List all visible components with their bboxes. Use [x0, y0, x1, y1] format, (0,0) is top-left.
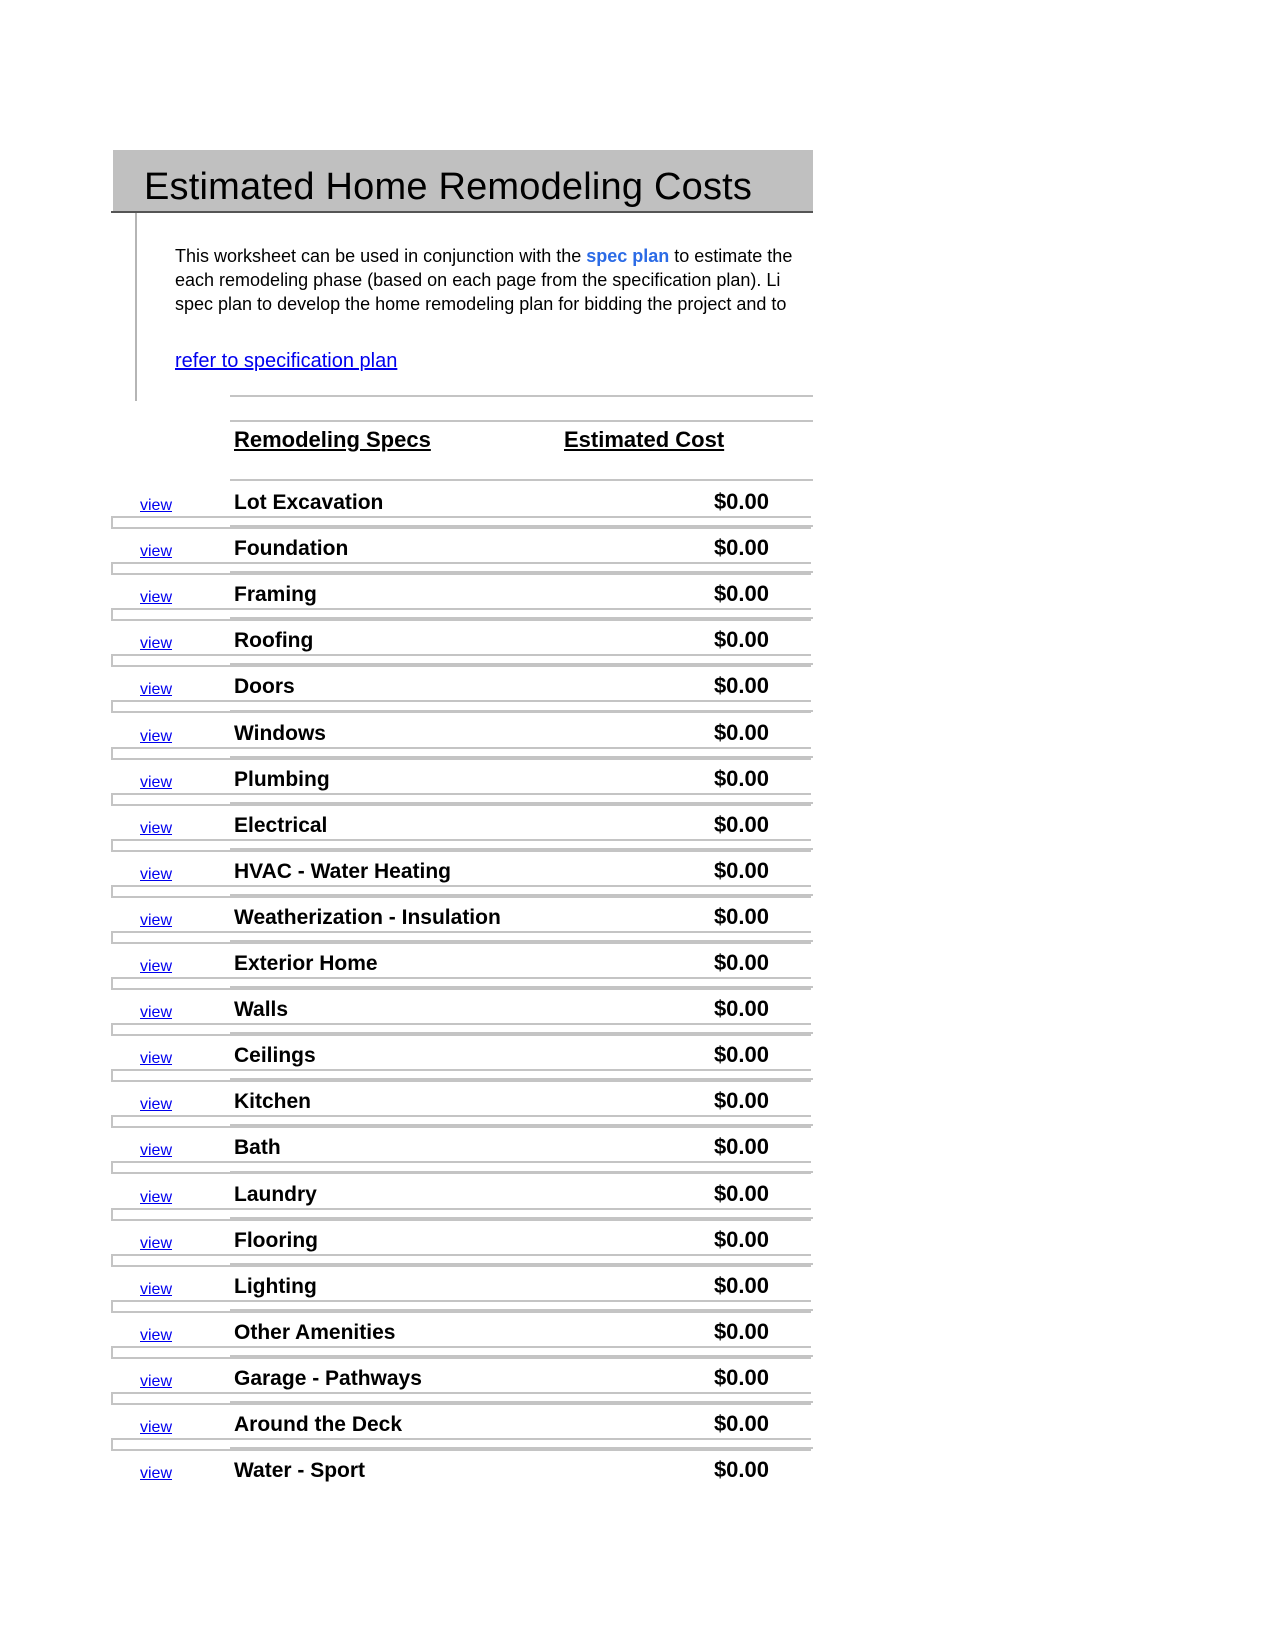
estimated-cost-value: $0.00 — [713, 766, 769, 791]
spec-label: Other Amenities — [234, 1321, 396, 1344]
row-top-rule — [230, 1401, 813, 1403]
estimated-cost-value: $0.00 — [713, 673, 769, 698]
row-separator — [111, 793, 811, 806]
spec-label: Flooring — [234, 1229, 318, 1252]
row-separator — [111, 977, 811, 990]
spec-label: Foundation — [234, 537, 349, 560]
row-top-rule — [230, 1032, 813, 1034]
spec-label: Walls — [234, 998, 289, 1021]
view-link[interactable]: view — [140, 1189, 173, 1206]
page-title: Estimated Home Remodeling Costs — [144, 166, 753, 208]
view-link[interactable]: view — [140, 1465, 173, 1482]
view-link[interactable]: view — [140, 1096, 173, 1113]
intro-line-2: each remodeling phase (based on each page from the specification plan). Li — [175, 270, 781, 290]
estimated-cost-value: $0.00 — [713, 1457, 769, 1482]
view-link[interactable]: view — [140, 1281, 173, 1298]
estimated-cost-value: $0.00 — [713, 1319, 769, 1344]
view-link[interactable]: view — [140, 820, 173, 837]
row-separator — [111, 1023, 811, 1036]
spec-label: Lighting — [234, 1275, 317, 1298]
row-separator — [111, 516, 811, 529]
spec-label: Kitchen — [234, 1090, 312, 1113]
row-top-rule — [230, 1078, 813, 1080]
estimated-cost-value: $0.00 — [713, 812, 769, 837]
view-link[interactable]: view — [140, 912, 173, 929]
spec-label: Bath — [234, 1136, 281, 1159]
row-top-rule — [230, 756, 813, 758]
row-separator — [111, 1069, 811, 1082]
refer-to-specification-plan-link[interactable]: refer to specification plan — [175, 350, 398, 372]
spec-label: Ceilings — [234, 1044, 316, 1067]
intro-text-1b: to estimate the — [669, 246, 793, 266]
view-link[interactable]: view — [140, 958, 173, 975]
row-separator — [111, 885, 811, 898]
estimated-cost-value: $0.00 — [713, 858, 769, 883]
row-top-rule — [230, 894, 813, 896]
estimated-cost-value: $0.00 — [713, 489, 769, 514]
row-separator — [111, 747, 811, 760]
estimated-cost-value: $0.00 — [713, 1134, 769, 1159]
estimated-cost-value: $0.00 — [713, 1227, 769, 1252]
spec-label: Plumbing — [234, 768, 330, 791]
row-top-rule — [230, 802, 813, 804]
row-top-rule — [230, 848, 813, 850]
view-link[interactable]: view — [140, 1327, 173, 1344]
spec-label: HVAC - Water Heating — [234, 860, 452, 883]
intro-text-1: This worksheet can be used in conjunction with the — [175, 246, 587, 266]
spec-label: Framing — [234, 583, 317, 606]
row-top-rule — [230, 940, 813, 942]
view-link[interactable]: view — [140, 543, 173, 560]
row-top-rule — [230, 479, 813, 481]
estimated-cost-value: $0.00 — [713, 1411, 769, 1436]
estimated-cost-value: $0.00 — [713, 1181, 769, 1206]
estimated-cost-value: $0.00 — [713, 1273, 769, 1298]
view-link[interactable]: view — [140, 1142, 173, 1159]
estimated-cost-value: $0.00 — [713, 581, 769, 606]
row-separator — [111, 931, 811, 944]
view-link[interactable]: view — [140, 774, 173, 791]
row-top-rule — [230, 663, 813, 665]
view-link[interactable]: view — [140, 728, 173, 745]
estimated-cost-value: $0.00 — [713, 627, 769, 652]
view-link[interactable]: view — [140, 635, 173, 652]
spec-label: Laundry — [234, 1183, 317, 1206]
estimated-cost-value: $0.00 — [713, 904, 769, 929]
row-top-rule — [230, 1355, 813, 1357]
view-link[interactable]: view — [140, 589, 173, 606]
row-separator — [111, 1254, 811, 1267]
spec-label: Exterior Home — [234, 952, 378, 975]
row-separator — [111, 1115, 811, 1128]
row-top-rule — [230, 571, 813, 573]
view-link[interactable]: view — [140, 681, 173, 698]
row-top-rule — [230, 986, 813, 988]
view-link[interactable]: view — [140, 1373, 173, 1390]
spec-label: Roofing — [234, 629, 314, 652]
header-rule — [230, 420, 813, 422]
estimated-cost-value: $0.00 — [713, 1365, 769, 1390]
row-separator — [111, 562, 811, 575]
row-top-rule — [230, 617, 813, 619]
view-link[interactable]: view — [140, 1004, 173, 1021]
row-top-rule — [230, 1124, 813, 1126]
estimated-cost-header: Estimated Cost — [564, 427, 725, 452]
view-link[interactable]: view — [140, 1419, 173, 1436]
row-separator — [111, 1346, 811, 1359]
intro-paragraph — [175, 244, 813, 316]
row-top-rule — [230, 710, 813, 712]
row-top-rule — [230, 525, 813, 527]
intro-line-3: spec plan to develop the home remodeling plan for bidding the project and to — [175, 294, 787, 314]
row-top-rule — [230, 1263, 813, 1265]
spec-plan-link[interactable]: spec plan — [586, 246, 670, 266]
estimated-cost-value: $0.00 — [713, 535, 769, 560]
spec-label: Lot Excavation — [234, 491, 384, 514]
spec-label: Water - Sport — [234, 1459, 366, 1482]
view-link[interactable]: view — [140, 1235, 173, 1252]
estimated-cost-value: $0.00 — [713, 950, 769, 975]
header-top-rule — [230, 395, 813, 397]
row-separator — [111, 608, 811, 621]
row-separator — [111, 1392, 811, 1405]
estimated-cost-value: $0.00 — [713, 1042, 769, 1067]
view-link[interactable]: view — [140, 866, 173, 883]
spec-label: Electrical — [234, 814, 328, 837]
row-separator — [111, 839, 811, 852]
row-top-rule — [230, 1447, 813, 1449]
table-row — [0, 1454, 813, 1500]
row-top-rule — [230, 1171, 813, 1173]
spec-label: Windows — [234, 722, 326, 745]
spec-label: Around the Deck — [234, 1413, 403, 1436]
row-separator — [111, 1438, 811, 1451]
view-link[interactable]: view — [140, 1050, 173, 1067]
row-separator — [111, 1300, 811, 1313]
view-link[interactable]: view — [140, 497, 173, 514]
title-divider — [111, 211, 813, 213]
spec-label: Doors — [234, 675, 295, 698]
row-top-rule — [230, 1309, 813, 1311]
estimated-cost-value: $0.00 — [713, 720, 769, 745]
row-separator — [111, 1208, 811, 1221]
intro-line-1 — [175, 244, 813, 268]
row-separator — [111, 654, 811, 667]
estimated-cost-value: $0.00 — [713, 996, 769, 1021]
row-top-rule — [230, 1217, 813, 1219]
remodeling-specs-header: Remodeling Specs — [234, 427, 431, 452]
spec-label: Garage - Pathways — [234, 1367, 422, 1390]
estimated-cost-value: $0.00 — [713, 1088, 769, 1113]
spec-label: Weatherization - Insulation — [234, 906, 501, 929]
intro-left-border — [135, 213, 137, 401]
